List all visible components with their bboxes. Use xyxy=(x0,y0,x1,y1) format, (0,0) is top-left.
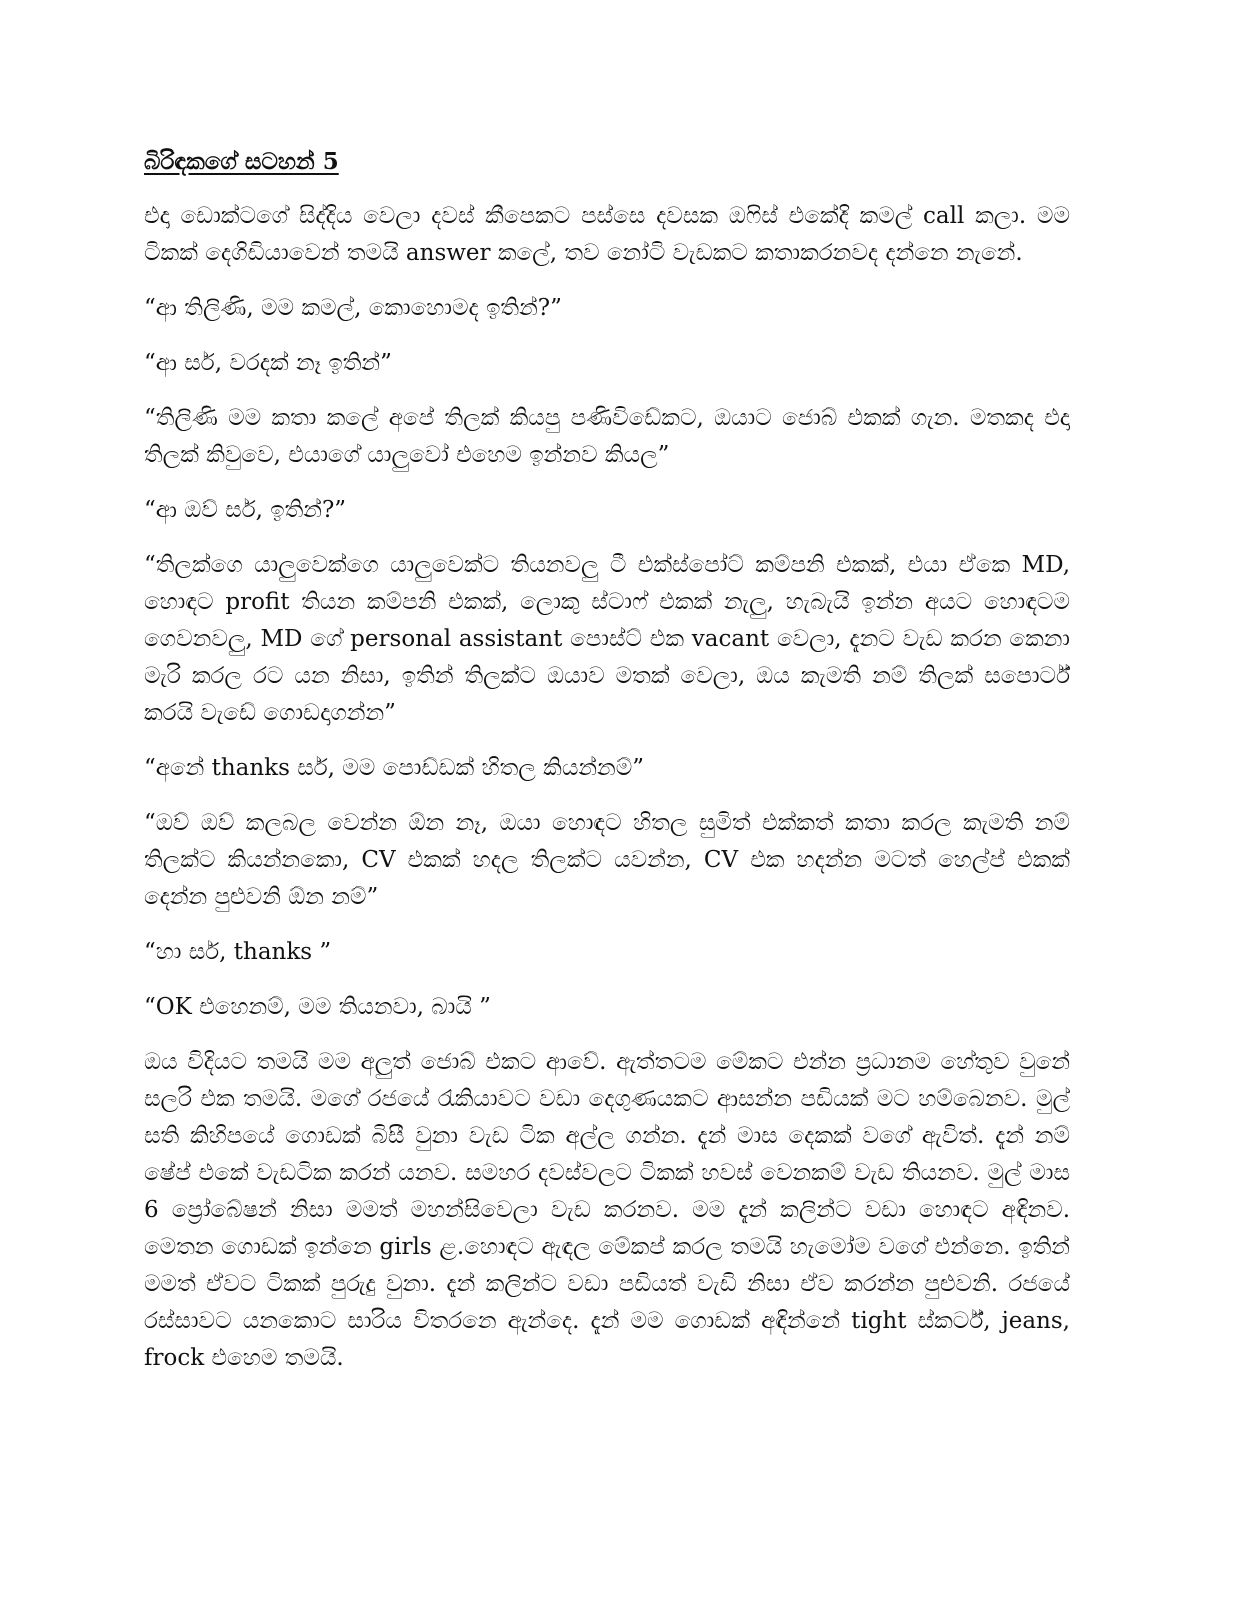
document-title: බිරිඳකගේ සටහන් 5 xyxy=(144,148,339,175)
document-body xyxy=(144,146,1070,1395)
dialog-line: “ආ සර්, වරදක් නෑ ඉතින්” xyxy=(144,350,392,376)
paragraph-narrative: ඔය විදියට තමයි මම අලුත් ජොබ් එකට ආවේ. ඇත්තටම මේකට එන්න ප්‍රධානම හේතුව වුනේ සලරි එක තමයි. මගේ රජයේ රැකියාවට වඩා දෙගුණයකට ආසන්න පඩියක් මට හම්බෙනව. මුල් සති කිහිපයේ ගොඩක් බිසී වුනා වැඩ ටික අල්ල ගන්න. දැන් මාස දෙකක් වගේ ඇවිත්. දැන් නම් ෂේප් එකේ වැඩටික කරන් යනව. සමහර දවස්වලට ටිකක් හවස් වෙනකම් වැඩ තියනව. මුල් මාස 6 ප්‍රෝබේෂන් නිසා මමත් මහන්සිවෙලා වැඩ කරනව. මම දැන් කලින්ට වඩා හොඳට අඳිනව. මෙතන ගොඩක් ඉන්නෙ girls ළ.හොඳට ඇඳල මේකප් කරල තමයි හැමෝම වගේ එන්නෙ. ඉතින් මමත් ඒවට ටිකක් පුරුදු වුනා. දැන් කලින්ට වඩා පඩියත් වැඩි නිසා ඒව කරන්න පුළුවනි. රජයේ රස්සාවට යනකොට සාරිය විතරනෙ ඇන්දෙ. දැන් මම ගොඩක් අඳින්නේ tight ස්කර්ට්, jeans, frock එහෙම තමයි. xyxy=(144,1049,1070,1371)
dialog-line: “ආ ඔව් සර්, ඉතින්?” xyxy=(144,497,347,523)
dialog-line: “තිලක්ගෙ යාලුවෙක්ගෙ යාලුවෙක්ට තියනවලු ටී එක්ස්පෝට් කම්පනි එකක්, එයා ඒකෙ MD, හොඳට profit තියන කම්පනි එකක්, ලොකු ස්ටාෆ් එකක් නැලු, හැබැයි ඉන්න අයට හොඳටම ගෙවනවලු, MD ගේ personal assistant පොස්ට් එක vacant වෙලා, දැනට වැඩ කරන කෙනා මැරි කරල රට යන නිසා, ඉතින් තිලක්ට ඔයාව මතක් වෙලා, ඔය කැමති නම් තිලක් සපොර්ට් කරයි වැඩේ ගොඩදාගන්න” xyxy=(144,552,1071,726)
dialog-line: “ඔව් ඔව් කලබල වෙන්න ඕන නෑ, ඔයා හොඳට හිතල සුමිත් එක්කත් කතා කරල කැමති නම් තිලක්ට කියන්නකො, CV එකක් හදල තිලක්ට යවන්න, CV එක හදන්න මටත් හෙල්ප් එකක් දෙන්න පුළුවනි ඕන නම්” xyxy=(144,810,1070,910)
dialog-line: “හා සර්, thanks ” xyxy=(144,939,332,965)
dialog-line: “අනේ thanks සර්, මම පොඩ්ඩක් හිතල කියන්නම්” xyxy=(144,755,645,781)
paragraph-intro: එදා ඩොක්ටගේ සිද්දිය වෙලා දවස් කීපෙකට පස්සෙ දවසක ඔෆිස් එකේදි කමල් call කලා. මම ටිකක් දෙගිඩියාවෙන් තමයි answer කලේ, තව නෝටි වැඩකට කතාකරනවද දන්නෙ නැනේ. xyxy=(144,203,1070,266)
dialog-line: “OK එහෙනම්, මම තියනවා, බායි ” xyxy=(144,994,491,1020)
dialog-line: “තිලිණි මම කතා කලේ අපේ තිලක් කියපු පණිවිඩේකට, ඔයාට ජොබ් එකක් ගැන. මතකද එදා තිලක් කිවුවෙ, එයාගේ යාලුවෝ එහෙම ඉන්නව කියල” xyxy=(144,405,1070,468)
dialog-line: “ආ තිලිණි, මම කමල්, කොහොමද ඉතින්?” xyxy=(144,295,562,321)
